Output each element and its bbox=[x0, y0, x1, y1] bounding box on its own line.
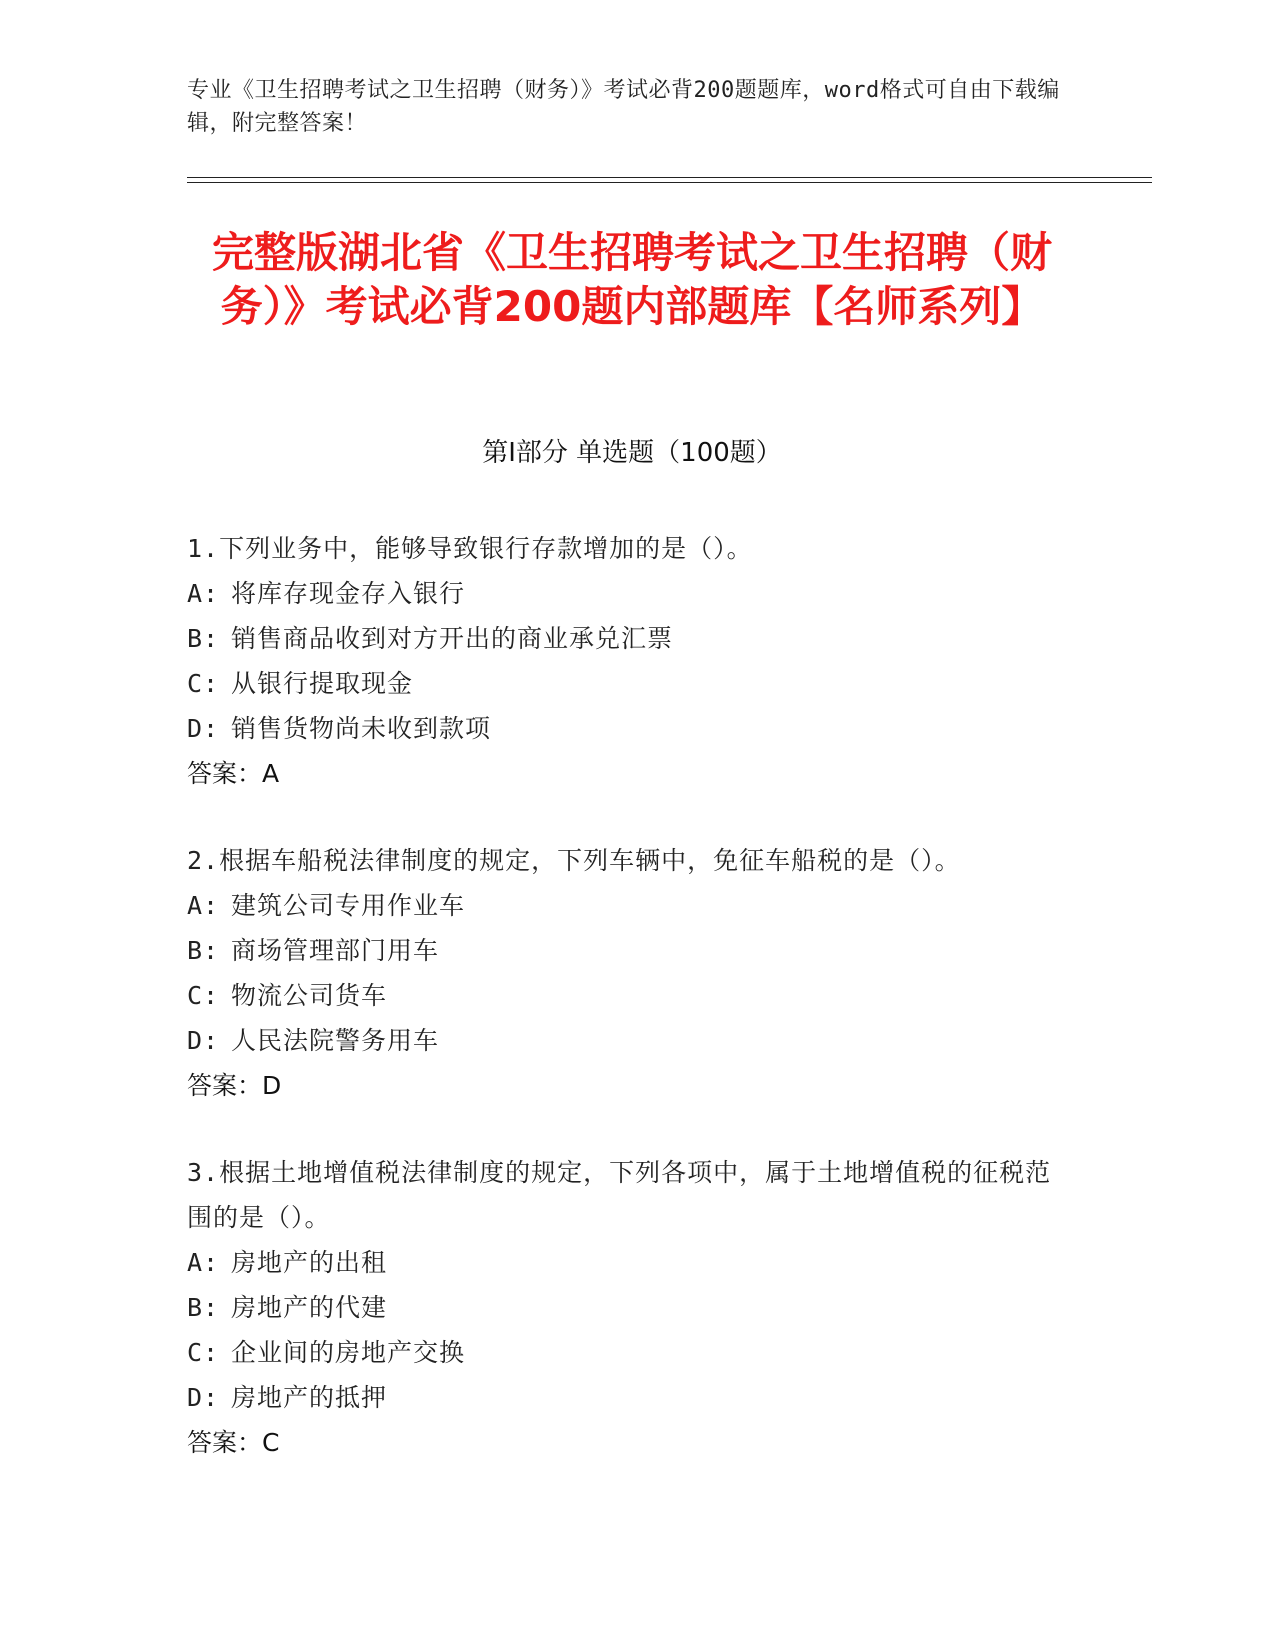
option-b bbox=[187, 1285, 1077, 1330]
option-text: 从银行提取现金 bbox=[231, 669, 414, 698]
question-stem: 2.根据车船税法律制度的规定，下列车辆中，免征车船税的是（）。 bbox=[187, 846, 961, 875]
header-divider-bottom bbox=[187, 182, 1152, 183]
option-key: C: bbox=[187, 1338, 220, 1367]
option-text: 房地产的出租 bbox=[231, 1248, 388, 1277]
question-list bbox=[187, 526, 1077, 1507]
section-title: 第I部分 单选题（100题） bbox=[482, 438, 782, 468]
option-c bbox=[187, 661, 1077, 706]
option-key: A: bbox=[187, 1248, 220, 1277]
option-d bbox=[187, 1375, 1077, 1420]
option-text: 商场管理部门用车 bbox=[231, 936, 440, 965]
option-key: B: bbox=[187, 624, 220, 653]
option-a bbox=[187, 883, 1077, 928]
option-text: 销售货物尚未收到款项 bbox=[231, 714, 492, 743]
option-text: 房地产的抵押 bbox=[231, 1383, 388, 1412]
option-key: C: bbox=[187, 669, 220, 698]
question-3 bbox=[187, 1150, 1077, 1465]
option-text: 建筑公司专用作业车 bbox=[231, 891, 466, 920]
option-text: 销售商品收到对方开出的商业承兑汇票 bbox=[231, 624, 674, 653]
option-key: B: bbox=[187, 936, 220, 965]
option-b bbox=[187, 928, 1077, 973]
header-divider-top bbox=[187, 177, 1152, 178]
option-key: B: bbox=[187, 1293, 220, 1322]
answer: 答案：A bbox=[187, 759, 280, 788]
option-text: 物流公司货车 bbox=[231, 981, 388, 1010]
option-key: D: bbox=[187, 1026, 220, 1055]
option-b bbox=[187, 616, 1077, 661]
header-note: 专业《卫生招聘考试之卫生招聘（财务）》考试必背200题题库，word格式可自由下载编辑，附完整答案！ bbox=[187, 78, 1060, 136]
option-key: A: bbox=[187, 579, 220, 608]
document-title: 完整版湖北省《卫生招聘考试之卫生招聘（财务）》考试必背200题内部题库【名师系列】 bbox=[211, 228, 1052, 331]
option-text: 将库存现金存入银行 bbox=[231, 579, 466, 608]
option-text: 房地产的代建 bbox=[231, 1293, 388, 1322]
option-key: A: bbox=[187, 891, 220, 920]
option-c bbox=[187, 1330, 1077, 1375]
option-key: D: bbox=[187, 714, 220, 743]
option-c bbox=[187, 973, 1077, 1018]
option-d bbox=[187, 1018, 1077, 1063]
question-1 bbox=[187, 526, 1077, 796]
answer: 答案：C bbox=[187, 1428, 280, 1457]
option-d bbox=[187, 706, 1077, 751]
answer: 答案：D bbox=[187, 1071, 282, 1100]
option-a bbox=[187, 1240, 1077, 1285]
question-stem: 3.根据土地增值税法律制度的规定，下列各项中，属于土地增值税的征税范围的是（）。 bbox=[187, 1158, 1052, 1232]
option-text: 企业间的房地产交换 bbox=[231, 1338, 466, 1367]
option-a bbox=[187, 571, 1077, 616]
option-key: C: bbox=[187, 981, 220, 1010]
option-text: 人民法院警务用车 bbox=[231, 1026, 440, 1055]
option-key: D: bbox=[187, 1383, 220, 1412]
question-2 bbox=[187, 838, 1077, 1108]
question-stem: 1.下列业务中，能够导致银行存款增加的是（）。 bbox=[187, 534, 753, 563]
